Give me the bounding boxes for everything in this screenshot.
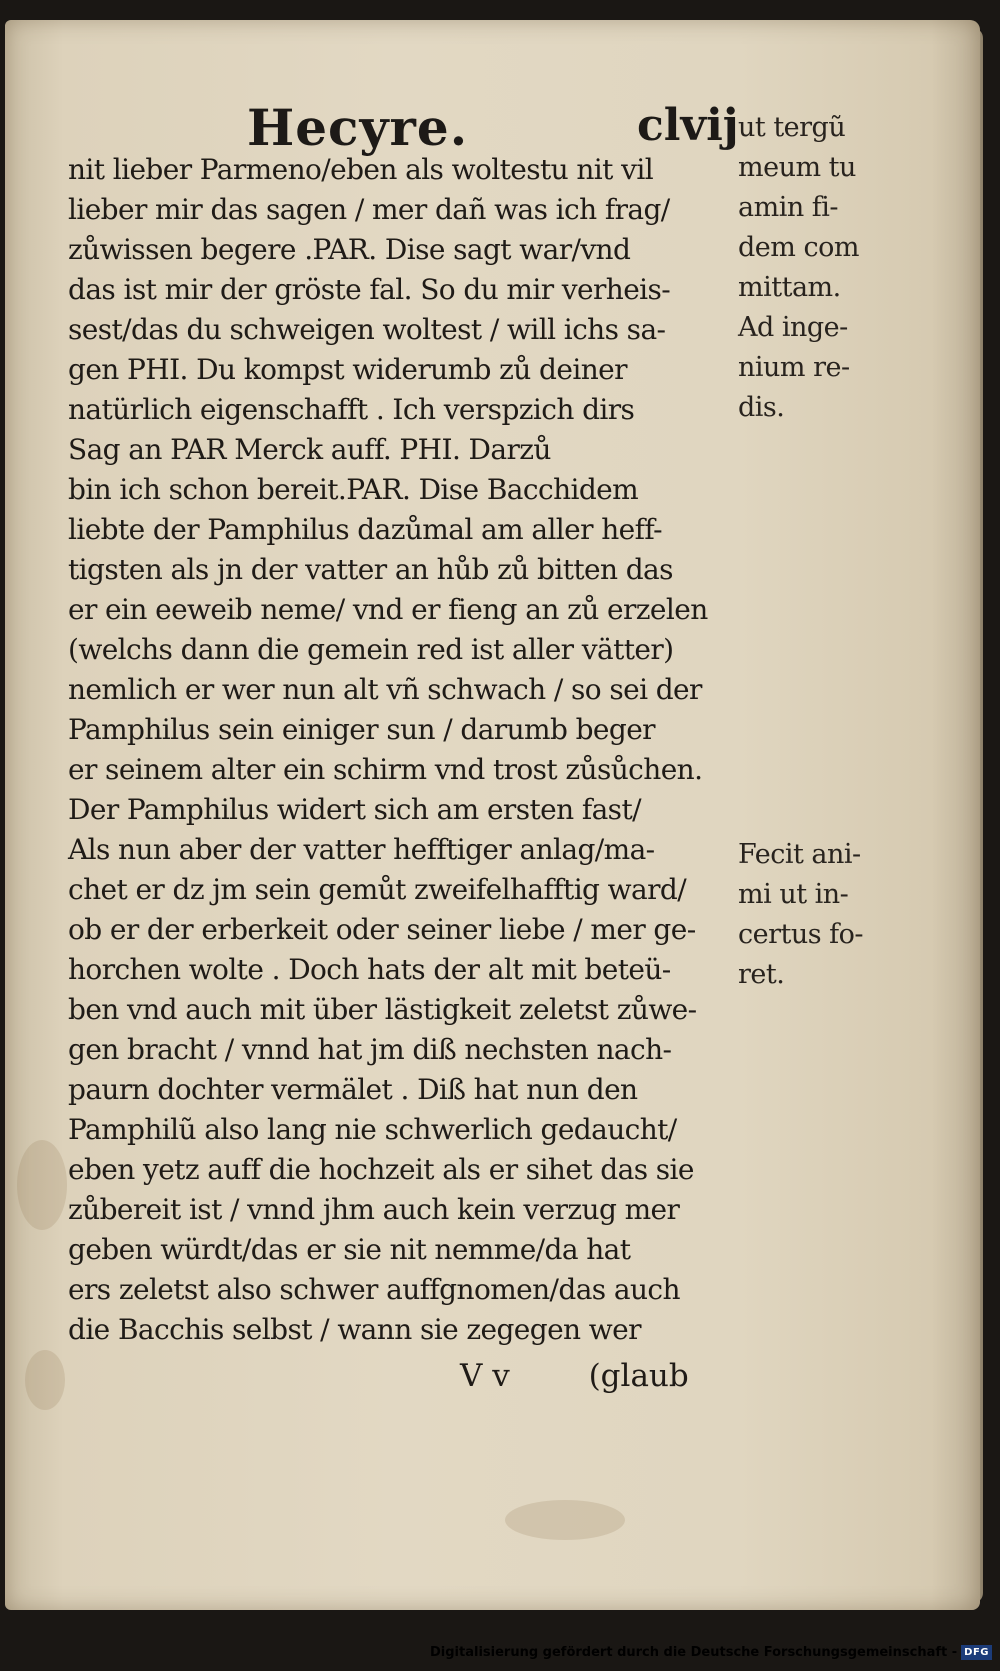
folio-number: clvij	[637, 100, 739, 151]
margin-note-line: ut tergũ	[738, 112, 846, 143]
text-line: bin ich schon bereit.PAR. Dise Bacchidem	[68, 473, 639, 506]
margin-note-lower	[738, 835, 898, 995]
text-line: paurn dochter vermälet . Diß hat nun den	[68, 1073, 638, 1106]
digitization-footer	[430, 1639, 992, 1665]
margin-note-line: dem com	[738, 232, 859, 263]
text-line: ben vnd auch mit über lästigkeit zeletst zůwe-	[68, 993, 697, 1026]
text-line: die Bacchis selbst / wann sie zegegen wer	[68, 1313, 641, 1346]
text-line: sest/das du schweigen woltest / will ichs sa-	[68, 313, 666, 346]
text-line: lieber mir das sagen / mer dañ was ich frag/	[68, 193, 670, 226]
text-line: eben yetz auff die hochzeit als er sihet das sie	[68, 1153, 694, 1186]
text-line: zůwissen begere .PAR. Dise sagt war/vnd	[68, 233, 631, 266]
text-line: gen bracht / vnnd hat jm diß nechsten nach-	[68, 1033, 672, 1066]
text-line: nit lieber Parmeno/eben als woltestu nit vil	[68, 153, 654, 186]
text-line: (welchs dann die gemein red ist aller vätter)	[68, 633, 674, 666]
text-line: gen PHI. Du kompst widerumb zů deiner	[68, 353, 627, 386]
margin-note-line: Fecit ani-	[738, 839, 861, 870]
text-line: Der Pamphilus widert sich am ersten fast/	[68, 793, 641, 826]
margin-note-upper	[738, 108, 898, 428]
signature-catchword-line: V v (glaub	[460, 1358, 689, 1394]
text-line: das ist mir der gröste fal. So du mir verheis-	[68, 273, 671, 306]
text-line: tigsten als jn der vatter an hůb zů bitten das	[68, 553, 673, 586]
text-line: er ein eeweib neme/ vnd er fieng an zů erzelen	[68, 593, 708, 626]
text-line: zůbereit ist / vnnd jhm auch kein verzug mer	[68, 1193, 680, 1226]
margin-note-line: amin fi-	[738, 192, 839, 223]
margin-note-line: Ad inge-	[738, 312, 848, 343]
text-line: horchen wolte . Doch hats der alt mit beteü-	[68, 953, 671, 986]
paper-stain	[25, 1350, 65, 1410]
text-line: geben würdt/das er sie nit nemme/da hat	[68, 1233, 631, 1266]
text-line: nemlich er wer nun alt vñ schwach / so sei der	[68, 673, 702, 706]
margin-note-line: certus fo-	[738, 919, 864, 950]
margin-note-line: dis.	[738, 392, 785, 423]
margin-note-line: nium re-	[738, 352, 850, 383]
margin-note-line: mittam.	[738, 272, 841, 303]
text-line: Pamphilũ also lang nie schwerlich gedaucht/	[68, 1113, 677, 1146]
paper-stain	[505, 1500, 625, 1540]
text-line: ob er der erberkeit oder seiner liebe / mer ge-	[68, 913, 696, 946]
funding-credit: Digitalisierung gefördert durch die Deutsche Forschungsgemeinschaft -	[430, 1644, 958, 1660]
text-line: chet er dz jm sein gemůt zweifelhafftig ward/	[68, 873, 687, 906]
text-line: Als nun aber der vatter hefftiger anlag/ma-	[68, 833, 655, 866]
text-line: liebte der Pamphilus dazůmal am aller heff-	[68, 513, 663, 546]
margin-note-line: ret.	[738, 959, 785, 990]
text-line: Pamphilus sein einiger sun / darumb beger	[68, 713, 655, 746]
text-line: Sag an PAR Merck auff. PHI. Darzů	[68, 433, 551, 466]
text-line: natürlich eigenschafft . Ich verspzich dirs	[68, 393, 635, 426]
text-line: er seinem alter ein schirm vnd trost zůsůchen.	[68, 753, 703, 786]
text-line: ers zeletst also schwer auffgnomen/das auch	[68, 1273, 680, 1306]
running-title: Hecyre.	[247, 98, 469, 157]
body-text	[68, 150, 733, 1350]
margin-note-line: meum tu	[738, 152, 856, 183]
margin-note-line: mi ut in-	[738, 879, 849, 910]
dfg-logo: DFG	[961, 1645, 992, 1660]
paper-stain	[17, 1140, 67, 1230]
